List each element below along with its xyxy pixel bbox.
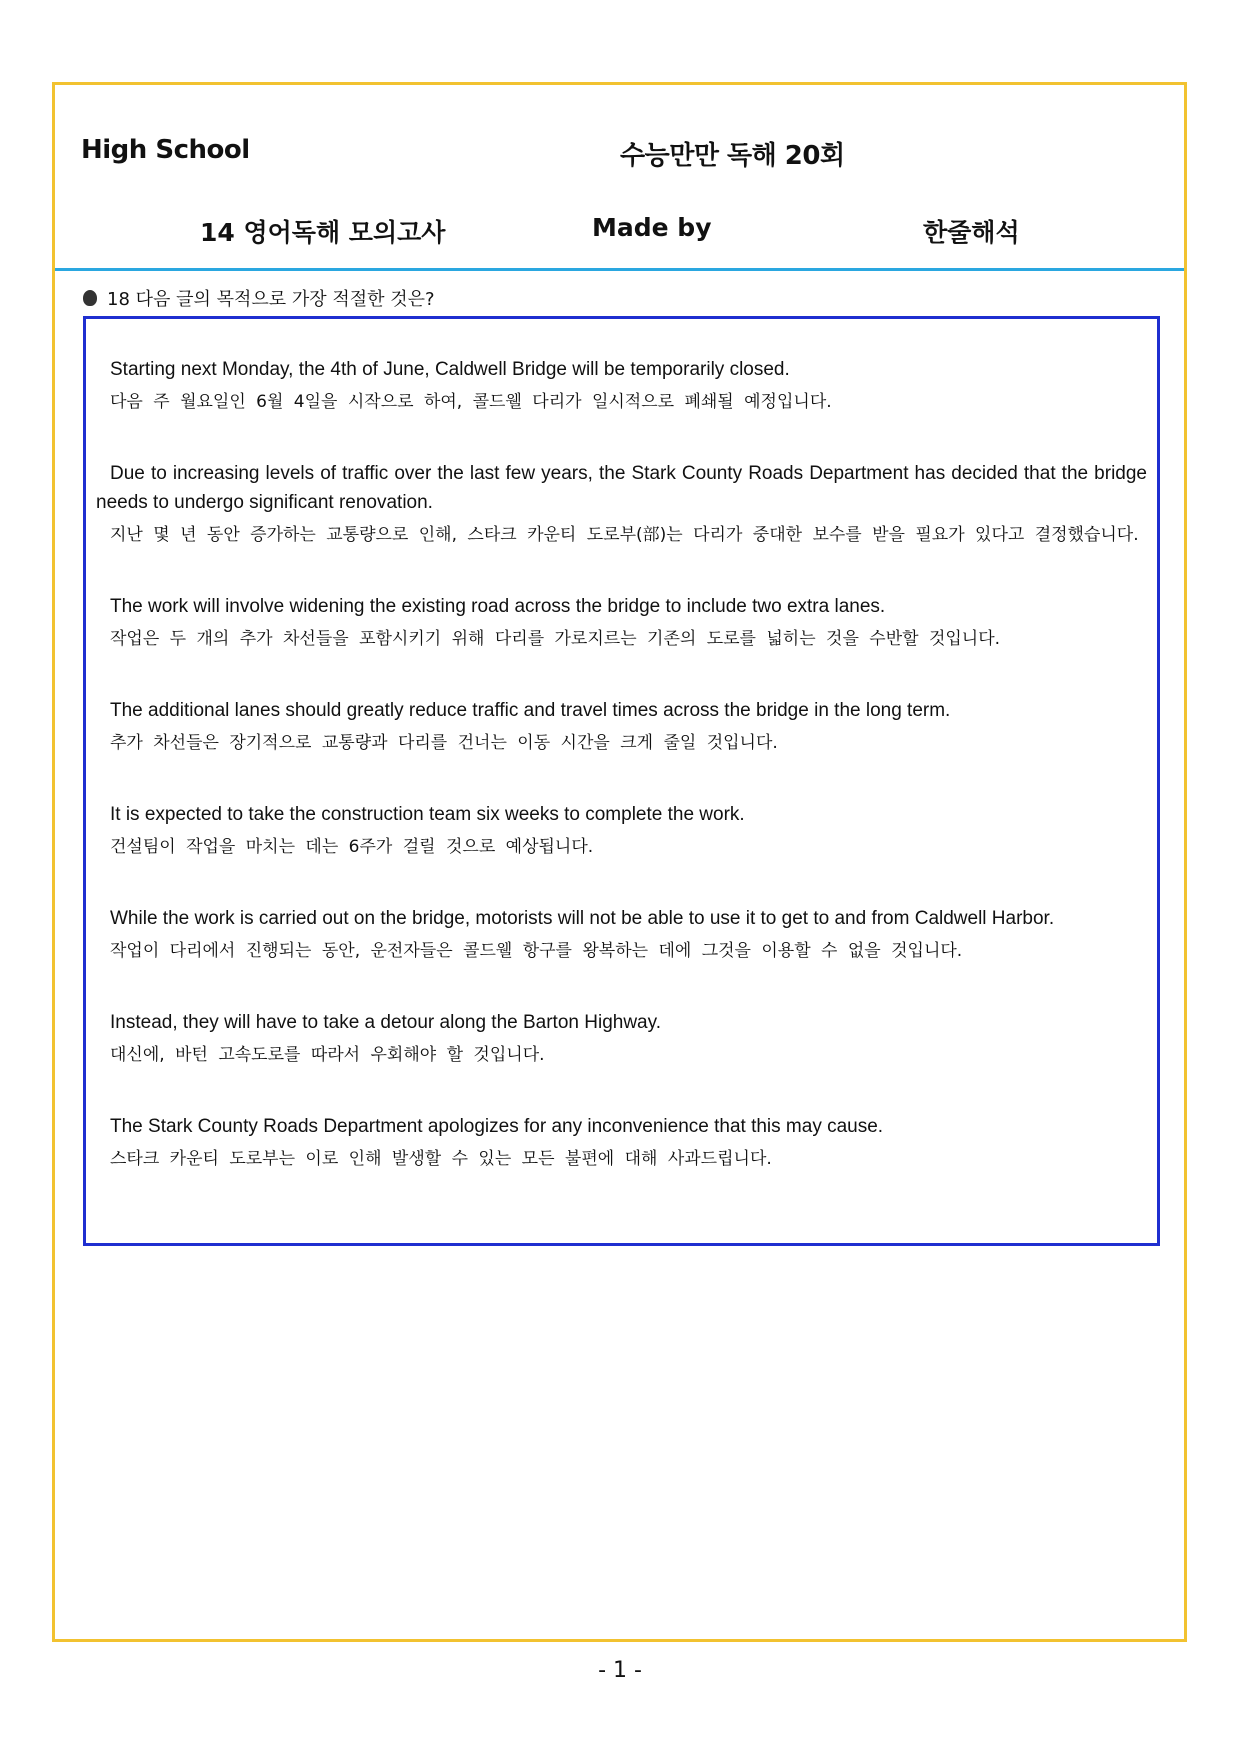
header-divider bbox=[55, 268, 1184, 271]
korean-translation: 작업은 두 개의 추가 차선들을 포함시키기 위해 다리를 가로지르는 기존의 도로를 넓히는 것을 수반할 것입니다. bbox=[110, 629, 1001, 649]
header-type: 한줄해석 bbox=[923, 218, 1020, 247]
page-frame bbox=[52, 82, 1187, 1642]
paragraph bbox=[96, 800, 1147, 862]
korean-translation: 지난 몇 년 동안 증가하는 교통량으로 인해, 스타크 카운티 도로부(部)는 다리가 중대한 보수를 받을 필요가 있다고 결정했습니다. bbox=[110, 525, 1139, 545]
english-sentence: It is expected to take the construction team six weeks to complete the work. bbox=[110, 804, 745, 825]
header-title: 수능만만 독해 20회 bbox=[620, 141, 845, 171]
header-school: High School bbox=[81, 135, 250, 165]
english-sentence: Due to increasing levels of traffic over the last few years, the Stark County Roads Department has decided that the bridge needs to undergo significant renovation. bbox=[96, 463, 1147, 513]
paragraph bbox=[96, 904, 1147, 966]
paragraph bbox=[96, 592, 1147, 654]
header-exam-name: 14 영어독해 모의고사 bbox=[200, 218, 446, 247]
korean-translation: 건설팀이 작업을 마치는 데는 6주가 걸릴 것으로 예상됩니다. bbox=[110, 837, 594, 857]
english-sentence: Instead, they will have to take a detour along the Barton Highway. bbox=[110, 1012, 661, 1033]
passage-box bbox=[83, 316, 1160, 1246]
english-sentence: The work will involve widening the existing road across the bridge to include two extra lanes. bbox=[110, 596, 886, 617]
bullet-icon bbox=[83, 290, 97, 306]
paragraph bbox=[96, 1112, 1147, 1174]
korean-translation: 작업이 다리에서 진행되는 동안, 운전자들은 콜드웰 항구를 왕복하는 데에 그것을 이용할 수 없을 것입니다. bbox=[110, 941, 963, 961]
question-line bbox=[83, 285, 435, 311]
paragraph bbox=[96, 696, 1147, 758]
english-sentence: The additional lanes should greatly reduce traffic and travel times across the bridge in the long term. bbox=[110, 700, 951, 721]
question-text: 18 다음 글의 목적으로 가장 적절한 것은? bbox=[107, 289, 435, 310]
paragraph bbox=[96, 459, 1147, 550]
english-sentence: The Stark County Roads Department apologizes for any inconvenience that this may cause. bbox=[110, 1116, 884, 1137]
korean-translation: 스타크 카운티 도로부는 이로 인해 발생할 수 있는 모든 불편에 대해 사과드립니다. bbox=[110, 1149, 772, 1169]
header-made-by: Made by bbox=[592, 213, 712, 242]
english-sentence: While the work is carried out on the bridge, motorists will not be able to use it to get to and from Caldwell Harbor. bbox=[110, 908, 1055, 929]
english-sentence: Starting next Monday, the 4th of June, Caldwell Bridge will be temporarily closed. bbox=[110, 359, 790, 380]
paragraph bbox=[96, 1008, 1147, 1070]
korean-translation: 추가 차선들은 장기적으로 교통량과 다리를 건너는 이동 시간을 크게 줄일 것입니다. bbox=[110, 733, 778, 753]
page-number: - 1 - bbox=[598, 1658, 642, 1683]
paragraph bbox=[96, 355, 1147, 417]
korean-translation: 다음 주 월요일인 6월 4일을 시작으로 하여, 콜드웰 다리가 일시적으로 폐쇄될 예정입니다. bbox=[110, 392, 832, 412]
korean-translation: 대신에, 바턴 고속도로를 따라서 우회해야 할 것입니다. bbox=[110, 1045, 545, 1065]
